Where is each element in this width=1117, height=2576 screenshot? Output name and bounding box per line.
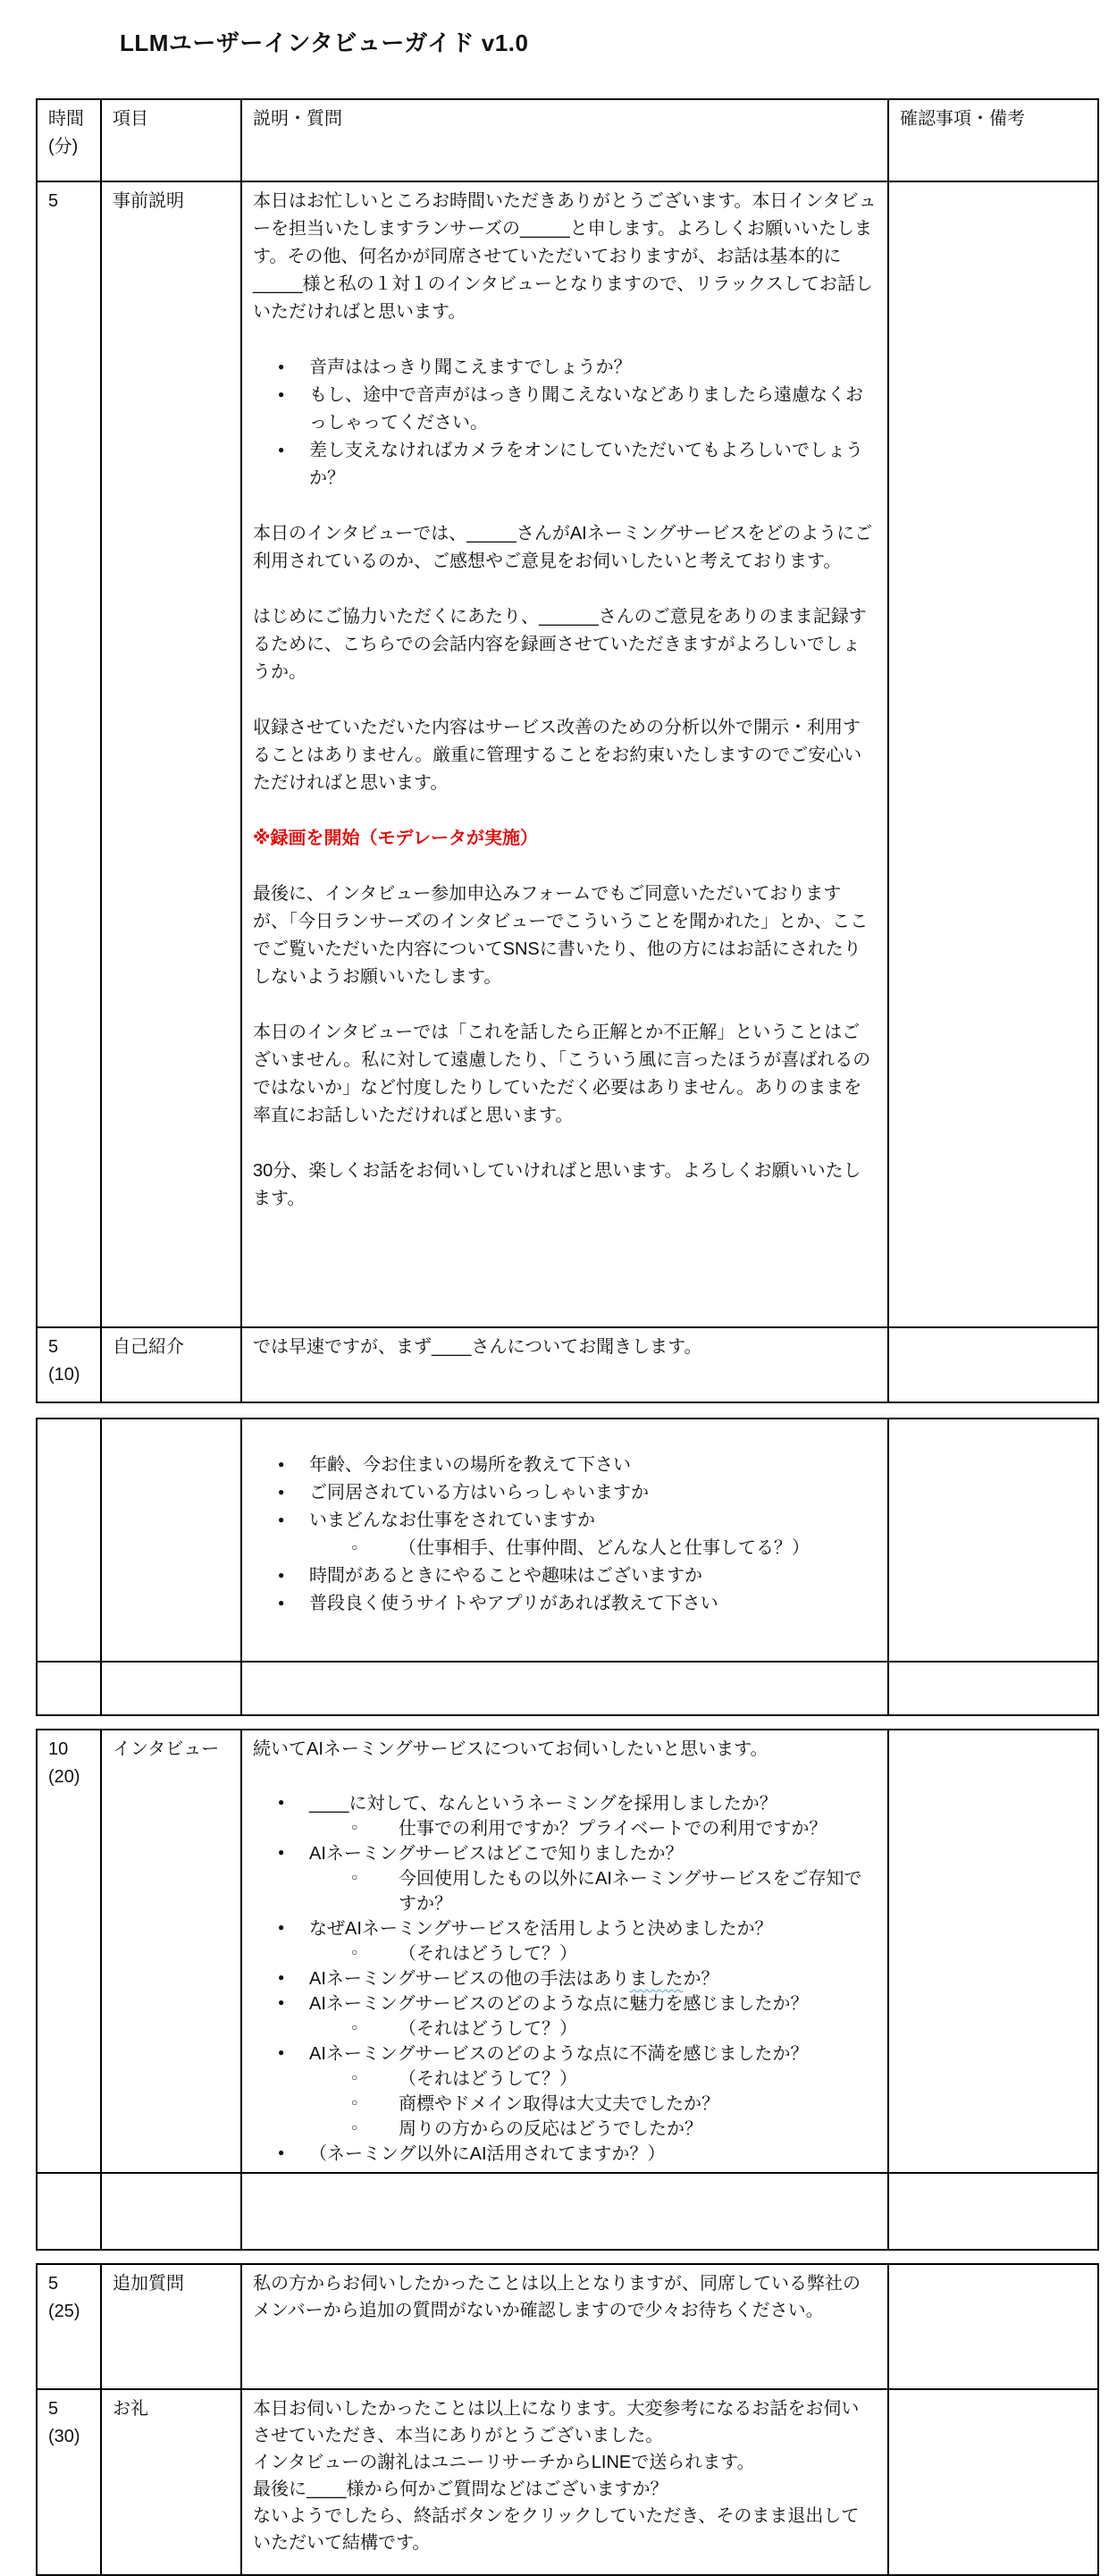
bullet-item: ● 差し支えなければカメラをオンにしていただいてもよろしいでしょうか？ [253, 437, 877, 492]
col-header-desc: 説明・質問 [241, 99, 888, 181]
interview-desc-cell [241, 1730, 888, 2173]
thanks-notes-cell [888, 2389, 1098, 2575]
bullet-dot-icon: ● [278, 443, 285, 456]
time-value: 5 [48, 2399, 59, 2419]
interview-guide-table-segment-2 [36, 1418, 1099, 1716]
empty-cell [101, 1662, 241, 1715]
bullet-item: ● 時間があるときにやることや趣味はございますか [253, 1562, 877, 1590]
interview-item-cell: インタビュー [101, 1730, 241, 2173]
bullet-circle-icon: ○ [351, 2121, 358, 2134]
paragraph: 最後に、インタビュー参加申込みフォームでもご同意いただいておりますが、「今日ランサーズのインタビューでこういうことを聞かれた」とか、ここでご覧いただいた内容についてSNSに書いたり、他の方にはお話にされたりしないようお願いいたします。 [253, 884, 869, 987]
thanks-text-line: インタビューの謝礼はユニーリサーチからLINEで送られます。 [253, 2453, 755, 2472]
time-cumulative: (30) [48, 2427, 80, 2446]
row-self-intro [37, 1327, 1098, 1402]
interview-time-cell [37, 1730, 101, 2173]
bullet-item: ● ご同居されている方はいらっしゃいますか [253, 1479, 877, 1507]
bullet-dot-icon: ● [278, 1921, 285, 1933]
bullet-item-sub: ○ 仕事での利用ですか？プライベートでの利用ですか？ [253, 1816, 877, 1841]
bullet-dot-icon: ● [278, 1486, 285, 1498]
empty-cell [101, 2173, 241, 2250]
table-header-row [37, 99, 1098, 181]
bullet-item: ● AIネーミングサービスのどのような点に不満を感じましたか？ [253, 2041, 877, 2067]
interview-bullet-list [253, 1791, 877, 2167]
bullet-circle-icon: ○ [351, 2071, 358, 2084]
col-header-item: 項目 [101, 99, 241, 181]
thanks-item-cell: お礼 [101, 2389, 241, 2575]
bullet-dot-icon: ● [278, 1846, 285, 1858]
bullet-item-sub: ○ （それはどうして？） [253, 2067, 877, 2092]
col-header-time-line1: 時間 [48, 109, 84, 129]
self-intro-item-cell: 自己紹介 [101, 1327, 241, 1402]
time-cumulative: (20) [48, 1767, 80, 1787]
time-value: 5 [48, 1337, 59, 1357]
row-interview [37, 1730, 1098, 2173]
time-cumulative: (25) [48, 2302, 80, 2321]
bullet-dot-icon: ● [278, 360, 285, 373]
bullet-item: ● いまどんなお仕事をされていますか [253, 1507, 877, 1535]
empty-cell [241, 1662, 888, 1715]
additional-questions-item-cell: 追加質問 [101, 2264, 241, 2389]
bullet-item-sub: ○ （仕事相手、仕事仲間、どんな人と仕事してる？） [253, 1535, 877, 1562]
additional-questions-desc-cell [241, 2264, 888, 2389]
row-pre-explanation [37, 181, 1098, 1327]
bullet-circle-icon: ○ [351, 1821, 358, 1833]
interview-guide-table-segment-3 [36, 1729, 1099, 2251]
bullet-dot-icon: ● [278, 1569, 285, 1581]
bullet-dot-icon: ● [278, 2146, 285, 2159]
additional-questions-time-cell [37, 2264, 101, 2389]
empty-cell [888, 1662, 1098, 1715]
interview-guide-table-segment-4 [36, 2263, 1099, 2576]
time-value: 5 [48, 191, 59, 211]
empty-item-cell [101, 1418, 241, 1662]
col-header-notes: 確認事項・備考 [888, 99, 1098, 181]
bullet-dot-icon: ● [278, 1971, 285, 1983]
empty-row [37, 1662, 1098, 1715]
bullet-dot-icon: ● [278, 2046, 285, 2058]
recording-start-note: ※録画を開始（モデレータが実施） [253, 829, 539, 848]
interview-notes-cell [888, 1730, 1098, 2173]
bullet-circle-icon: ○ [351, 2021, 358, 2033]
self-intro-bullet-list [253, 1452, 877, 1618]
bullet-item: ● もし、途中で音声がはっきり聞こえないなどありましたら遠慮なくおっしゃってください。 [253, 382, 877, 437]
bullet-dot-icon: ● [278, 1513, 285, 1526]
bullet-dot-icon: ● [278, 388, 285, 400]
interview-guide-table-segment-1 [36, 98, 1099, 1403]
paragraph: 本日はお忙しいところお時間いただきありがとうございます。本日インタビューを担当いたしますランサーズの_____と申します。よろしくお願いいたします。その他、何名かが同席させていただいておりますが、お話は基本的に_____様と私の１対１のインタビューとなりますので、リラックスしてお話しいただければと思います。 [253, 191, 877, 322]
bullet-item-sub: ○ 周りの方からの反応はどうでしたか？ [253, 2117, 877, 2142]
time-value: 5 [48, 2274, 59, 2294]
pre-explanation-bullet-list [253, 354, 877, 492]
thanks-desc-cell [241, 2389, 888, 2575]
spellcheck-underlined-text: ました [629, 1969, 684, 1989]
col-header-time-line2: (分) [48, 137, 79, 156]
paragraph: 本日のインタビューでは「これを話したら正解とか不正解」ということはございません。私に対して遠慮したり、「こういう風に言ったほうが喜ばれるのではないか」など忖度したりしていただく必要はありません。ありのままを率直にお話しいただければと思います。 [253, 1023, 871, 1125]
row-additional-questions [37, 2264, 1098, 2389]
bullet-dot-icon: ● [278, 1458, 285, 1470]
paragraph: 本日のインタビューでは、_____さんがAIネーミングサービスをどのようにご利用されているのか、ご感想やご意見をお伺いしたいと考えております。 [253, 524, 873, 571]
bullet-item: ● （ネーミング以外にAI活用されてますか？） [253, 2142, 877, 2167]
pre-explanation-item-cell: 事前説明 [101, 181, 241, 1327]
empty-time-cell [37, 1418, 101, 1662]
bullet-item: ● なぜAIネーミングサービスを活用しようと決めましたか？ [253, 1916, 877, 1941]
bullet-item: ● AIネーミングサービスのどのような点に魅力を感じましたか？ [253, 1991, 877, 2016]
empty-cell [241, 2173, 888, 2250]
bullet-item: ● 年齢、今お住まいの場所を教えて下さい [253, 1452, 877, 1479]
paragraph: 私の方からお伺いしたかったことは以上となりますが、同席している弊社のメンバーから追加の質問がないか確認しますので少々お待ちください。 [253, 2274, 861, 2320]
document-title: LLMユーザーインタビューガイド v1.0 [120, 29, 529, 56]
thanks-time-cell [37, 2389, 101, 2575]
pre-explanation-desc-cell [241, 181, 888, 1327]
bullet-item: ● 音声ははっきり聞こえますでしょうか？ [253, 354, 877, 382]
self-intro-time-cell [37, 1327, 101, 1402]
pre-explanation-time-cell [37, 181, 101, 1327]
empty-cell [888, 2173, 1098, 2250]
thanks-text-line: 本日お伺いしたかったことは以上になります。大変参考になるお話をお伺いさせていただき、本当にありがとうございました。 [253, 2399, 860, 2446]
row-thanks [37, 2389, 1098, 2575]
paragraph: 30分、楽しくお話をお伺いしていければと思います。よろしくお願いいたします。 [253, 1161, 861, 1208]
thanks-text-line: ないようでしたら、終話ボタンをクリックしていただき、そのまま退出していただいて結構です。 [253, 2506, 860, 2553]
bullet-item-sub: ○ （それはどうして？） [253, 2016, 877, 2041]
bullet-circle-icon: ○ [351, 1541, 358, 1553]
empty-cell [37, 2173, 101, 2250]
bullet-circle-icon: ○ [351, 1946, 358, 1958]
bullet-circle-icon: ○ [351, 1871, 358, 1883]
paragraph: 続いてAIネーミングサービスについてお伺いしたいと思います。 [253, 1739, 768, 1759]
bullet-item-sub: ○ （それはどうして？） [253, 1941, 877, 1966]
bullet-dot-icon: ● [278, 1596, 285, 1609]
paragraph: はじめにご協力いただくにあたり、______さんのご意見をありのまま記録するために、こちらでの会話内容を録画させていただきますがよろしいでしょうか。 [253, 607, 867, 682]
self-intro-desc-cell [241, 1327, 888, 1402]
bullet-item-sub: ○ 今回使用したもの以外にAIネーミングサービスをご存知ですか？ [253, 1866, 877, 1916]
bullet-item-with-spellcheck: ● AIネーミングサービスの他の手法はありましたか？ [253, 1966, 877, 1991]
pre-explanation-notes-cell [888, 181, 1098, 1327]
additional-questions-notes-cell [888, 2264, 1098, 2389]
bullet-dot-icon: ● [278, 1996, 285, 2008]
thanks-text-line: 最後に____様から何かご質問などはございますか？ [253, 2479, 668, 2499]
bullet-dot-icon: ● [278, 1796, 285, 1808]
col-header-time [37, 99, 101, 181]
self-intro-notes-cell [888, 1327, 1098, 1402]
bullet-item: ● 普段良く使うサイトやアプリがあれば教えて下さい [253, 1590, 877, 1618]
self-intro-bullets-cell [241, 1418, 888, 1662]
time-value: 10 [48, 1739, 69, 1759]
bullet-item: ● AIネーミングサービスはどこで知りましたか？ [253, 1841, 877, 1866]
row-self-intro-continued [37, 1418, 1098, 1662]
bullet-circle-icon: ○ [351, 2096, 358, 2109]
time-cumulative: (10) [48, 1365, 80, 1385]
empty-cell [37, 1662, 101, 1715]
paragraph: では早速ですが、まず____さんについてお聞きします。 [253, 1337, 702, 1357]
paragraph: 収録させていただいた内容はサービス改善のための分析以外で開示・利用することはありません。厳重に管理することをお約束いたしますのでご安心いただければと思います。 [253, 718, 862, 793]
empty-row [37, 2173, 1098, 2250]
bullet-item: ● ____に対して、なんというネーミングを採用しましたか？ [253, 1791, 877, 1816]
empty-notes-cell [888, 1418, 1098, 1662]
bullet-item-sub: ○ 商標やドメイン取得は大丈夫でしたか？ [253, 2092, 877, 2117]
